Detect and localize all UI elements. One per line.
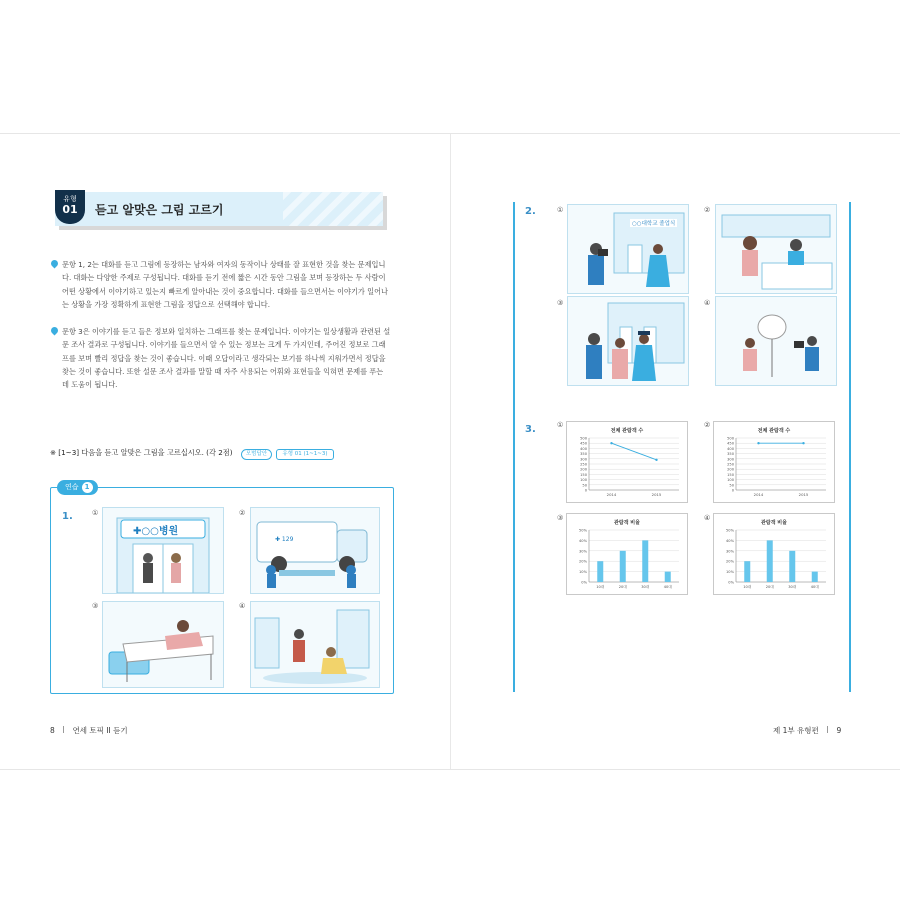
page-number-left: 8 bbox=[50, 726, 55, 735]
graduation-ceremony-illustration[interactable] bbox=[567, 296, 689, 386]
chart-title: 관람객 비율 bbox=[761, 520, 787, 526]
section-header bbox=[55, 192, 387, 232]
y-tick-label: 300 bbox=[580, 457, 587, 462]
question-number-2: 2. bbox=[525, 206, 536, 217]
q2-choice-2[interactable]: ② bbox=[704, 206, 711, 214]
y-tick-label: 0 bbox=[584, 488, 587, 493]
pin-icon bbox=[50, 326, 60, 336]
data-point bbox=[655, 459, 657, 461]
x-tick-label: 10대 bbox=[596, 585, 605, 589]
photo-studio-illustration[interactable] bbox=[715, 204, 837, 294]
y-tick-label: 30% bbox=[726, 549, 734, 554]
book-title: 연세 토픽 II 듣기 bbox=[72, 726, 128, 735]
x-tick-label: 10대 bbox=[743, 585, 752, 589]
chart-title: 관람객 비율 bbox=[614, 520, 640, 526]
y-tick-label: 50 bbox=[729, 483, 734, 488]
ambulance-illustration[interactable] bbox=[250, 507, 380, 594]
q3-choice-2[interactable]: ② bbox=[704, 421, 711, 429]
line-chart-1[interactable] bbox=[566, 421, 688, 503]
ceremony-sign: ○○대학교 졸업식 bbox=[632, 221, 676, 227]
y-tick-label: 500 bbox=[580, 436, 587, 441]
y-tick-label: 400 bbox=[580, 446, 587, 451]
y-tick-label: 250 bbox=[727, 462, 734, 467]
portrait-studio-illustration[interactable] bbox=[715, 296, 837, 386]
y-tick-label: 150 bbox=[727, 472, 734, 477]
bar bbox=[665, 572, 671, 582]
y-tick-label: 450 bbox=[580, 441, 587, 446]
choice-number-1[interactable]: ① bbox=[92, 509, 99, 517]
y-tick-label: 100 bbox=[580, 478, 587, 483]
left-page bbox=[0, 134, 450, 769]
x-tick-label: 2014 bbox=[753, 492, 764, 497]
section-badge-label: 유형 bbox=[63, 195, 77, 203]
pin-icon bbox=[50, 259, 60, 269]
q2-choice-3[interactable]: ③ bbox=[557, 299, 564, 307]
y-tick-label: 250 bbox=[580, 462, 587, 467]
q3-choice-1[interactable]: ① bbox=[557, 421, 564, 429]
x-tick-label: 20대 bbox=[618, 585, 627, 589]
question-number-3: 3. bbox=[525, 424, 536, 435]
y-tick-label: 350 bbox=[580, 452, 587, 457]
q3-choice-4[interactable]: ④ bbox=[704, 514, 711, 522]
right-page bbox=[451, 134, 900, 769]
audio-tag: 모범답안 bbox=[241, 449, 272, 460]
question-number-1: 1. bbox=[62, 511, 73, 522]
explanation-paragraph-1: 문항 1, 2는 대화를 듣고 그림에 등장하는 남자와 여자의 동작이나 상태를 잘 표현한 것을 찾는 문제입니다. 대화는 다양한 주제로 구성됩니다. 대화를 듣기 전에 짧은 시간 동안 그림을 보며 등장하는 두 사람이 어떤 상황에서 이야기하고 있는지 빠르게 알아내는 것이 중요합니다. 대화를 들으면서는 이야기가 일어나는 상황을 가장 정확하게 표현한 그림을 정답으로 선택해야 합니다. bbox=[62, 258, 392, 311]
y-tick-label: 400 bbox=[727, 446, 734, 451]
y-tick-label: 150 bbox=[580, 472, 587, 477]
y-tick-label: 10% bbox=[579, 570, 587, 575]
left-page-folio bbox=[50, 725, 128, 736]
y-tick-label: 500 bbox=[727, 436, 734, 441]
y-tick-label: 10% bbox=[726, 570, 734, 575]
y-tick-label: 40% bbox=[726, 538, 734, 543]
y-tick-label: 100 bbox=[727, 478, 734, 483]
choice-number-3[interactable]: ③ bbox=[92, 602, 99, 610]
page-number-right: 9 bbox=[836, 726, 842, 735]
line-chart-2[interactable] bbox=[713, 421, 835, 503]
x-tick-label: 2015 bbox=[798, 492, 809, 497]
q2-choice-4[interactable]: ④ bbox=[704, 299, 711, 307]
bar bbox=[812, 572, 818, 582]
bar bbox=[642, 540, 648, 582]
right-margin-rule bbox=[849, 202, 851, 692]
y-tick-label: 40% bbox=[579, 538, 587, 543]
data-point bbox=[802, 442, 804, 444]
section-badge-number: 01 bbox=[62, 203, 78, 216]
hospital-illustration[interactable] bbox=[102, 507, 224, 594]
x-tick-label: 40대 bbox=[663, 585, 672, 589]
y-tick-label: 200 bbox=[727, 467, 734, 472]
y-tick-label: 50% bbox=[726, 528, 734, 533]
question-instruction: ※ [1~3] 다음을 듣고 알맞은 그림을 고르십시오. (각 2점) 모범답안 유형 01 (1~1~3) bbox=[50, 448, 334, 460]
data-point bbox=[757, 442, 759, 444]
type-tag: 유형 01 (1~1~3) bbox=[276, 449, 333, 460]
y-tick-label: 0% bbox=[581, 580, 587, 585]
y-tick-label: 200 bbox=[580, 467, 587, 472]
y-tick-label: 0 bbox=[731, 488, 734, 493]
left-margin-rule bbox=[513, 202, 515, 692]
chart-title: 전체 관람객 수 bbox=[757, 428, 791, 434]
y-tick-label: 30% bbox=[579, 549, 587, 554]
street-accident-illustration[interactable] bbox=[250, 601, 380, 688]
part-title: 제 1부 유형편 bbox=[773, 726, 819, 735]
book-spread bbox=[0, 133, 900, 770]
x-tick-label: 2014 bbox=[606, 492, 617, 497]
q2-choice-1[interactable]: ① bbox=[557, 206, 564, 214]
y-tick-label: 450 bbox=[727, 441, 734, 446]
explanation-paragraph-2: 문항 3은 이야기를 듣고 들은 정보와 일치하는 그래프를 찾는 문제입니다. 이야기는 일상생활과 관련된 설문 조사 결과로 구성됩니다. 이야기를 들으면서 알 수 있는 정보는 크게 두 가지인데, 주어진 정보로 그래프를 보며 빨리 정답을 찾는 것이 좋습니다. 이때 오답이라고 생각되는 보기를 하나씩 지워가면서 정답을 찾는 것이 좋습니다. 또한 설문 조사 결과를 말할 때 자주 사용되는 어휘와 표현들을 익혀면 문제를 푸는 데 도움이 됩니다. bbox=[62, 325, 392, 391]
graduation-photo-illustration[interactable] bbox=[567, 204, 689, 294]
bar bbox=[767, 540, 773, 582]
y-tick-label: 350 bbox=[727, 452, 734, 457]
chart-title: 전체 관람객 수 bbox=[610, 428, 644, 434]
choice-number-2[interactable]: ② bbox=[239, 509, 246, 517]
q3-choice-3[interactable]: ③ bbox=[557, 514, 564, 522]
y-tick-label: 300 bbox=[727, 457, 734, 462]
y-tick-label: 50 bbox=[582, 483, 587, 488]
bar-chart-4[interactable] bbox=[713, 513, 835, 595]
bar bbox=[789, 551, 795, 582]
series-line bbox=[612, 443, 657, 460]
bar-chart-3[interactable] bbox=[566, 513, 688, 595]
x-tick-label: 30대 bbox=[788, 585, 797, 589]
x-tick-label: 2015 bbox=[651, 492, 662, 497]
data-point bbox=[610, 442, 612, 444]
bar bbox=[620, 551, 626, 582]
bar bbox=[744, 561, 750, 582]
bar bbox=[597, 561, 603, 582]
ambulance-number: ✚ 129 bbox=[275, 536, 294, 543]
hospital-sign: ✚○○병원 bbox=[133, 526, 179, 537]
y-tick-label: 0% bbox=[728, 580, 734, 585]
y-tick-label: 50% bbox=[579, 528, 587, 533]
practice-badge: 연습 1 bbox=[57, 480, 98, 495]
x-tick-label: 20대 bbox=[765, 585, 774, 589]
x-tick-label: 30대 bbox=[641, 585, 650, 589]
y-tick-label: 20% bbox=[726, 559, 734, 564]
x-tick-label: 40대 bbox=[810, 585, 819, 589]
y-tick-label: 20% bbox=[579, 559, 587, 564]
right-page-folio bbox=[773, 725, 841, 736]
section-badge bbox=[55, 190, 85, 224]
hospital-bed-illustration[interactable] bbox=[102, 601, 224, 688]
choice-number-4[interactable]: ④ bbox=[239, 602, 246, 610]
section-title: 듣고 알맞은 그림 고르기 bbox=[95, 203, 224, 217]
